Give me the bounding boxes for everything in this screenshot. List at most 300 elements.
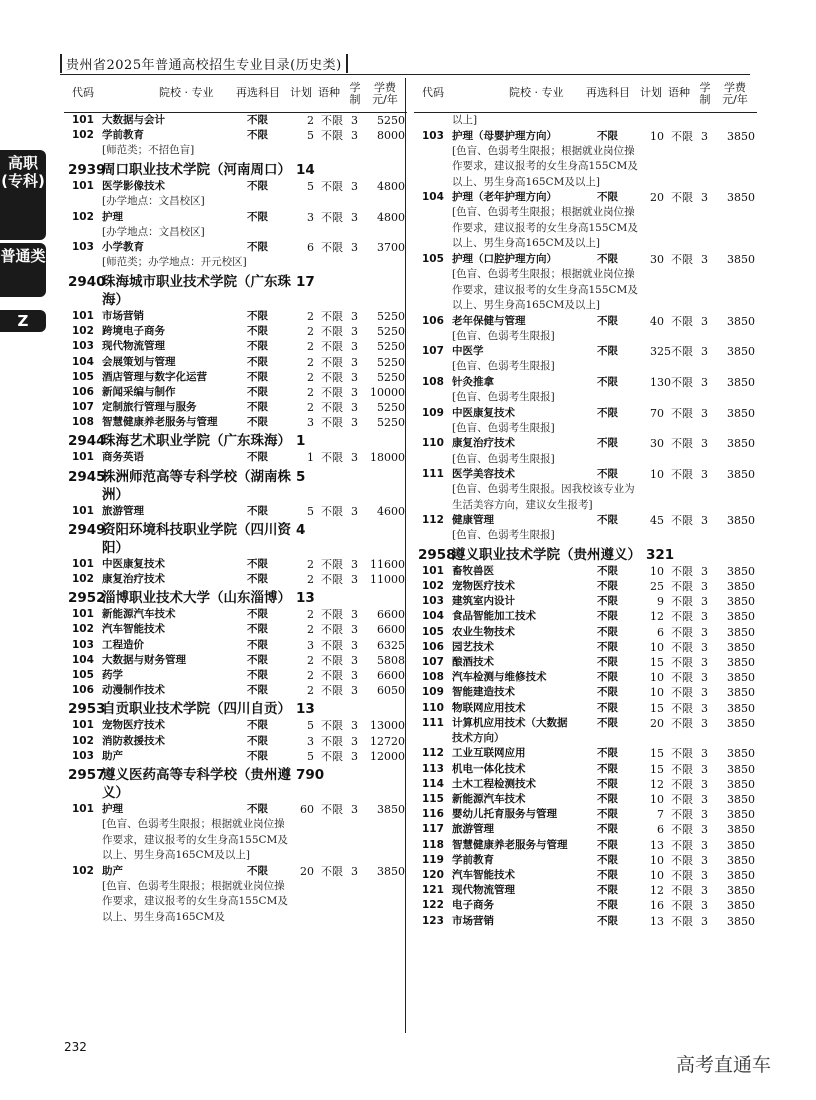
elective-subject: 不限: [597, 853, 618, 866]
years: 3: [701, 868, 708, 882]
plan-count: 13: [650, 838, 664, 852]
major-row: [414, 344, 757, 359]
tuition-fee: 10000: [370, 385, 405, 399]
major-row: [414, 716, 757, 731]
major-row: [414, 594, 757, 609]
plan-count: 40: [650, 314, 664, 328]
language: 不限: [321, 734, 343, 748]
plan-count: 3: [307, 210, 314, 224]
years: 3: [701, 808, 708, 822]
school-code: 2957: [68, 766, 106, 783]
major-row: [414, 513, 757, 528]
plan-count: 2: [307, 401, 314, 415]
major-code: 101: [422, 564, 444, 577]
plan-count: 12: [650, 884, 664, 898]
school-name: 淄博职业技术大学（山东淄博）: [102, 590, 291, 607]
page-header: [60, 52, 750, 75]
years: 3: [351, 719, 358, 733]
major-code: 101: [72, 504, 94, 517]
tuition-fee: 5250: [377, 416, 405, 430]
major-name: 计算机应用技术（大数据: [452, 716, 568, 729]
major-code: 101: [72, 114, 94, 126]
page-number: 232: [64, 1040, 87, 1054]
tuition-fee: 3850: [727, 564, 755, 578]
tuition-fee: 3850: [727, 314, 755, 328]
major-row: [64, 504, 407, 519]
major-code: 122: [422, 899, 444, 912]
plan-count: 10: [650, 640, 664, 654]
school-code: 2944: [68, 433, 106, 450]
major-code: 101: [72, 451, 94, 464]
language: 不限: [671, 468, 693, 481]
major-row: [64, 339, 407, 354]
header-years: 学制: [699, 81, 711, 106]
tuition-fee: 5250: [377, 355, 405, 369]
tuition-fee: 3850: [727, 191, 755, 205]
years: 3: [701, 838, 708, 852]
elective-subject: 不限: [597, 747, 618, 760]
major-code: 120: [422, 868, 444, 881]
right-entries: [414, 113, 757, 929]
years: 3: [351, 325, 358, 339]
major-name: 土木工程检测技术: [452, 777, 536, 790]
major-code: 102: [72, 210, 94, 223]
elective-subject: 不限: [247, 573, 268, 585]
major-row: [64, 450, 407, 465]
tuition-fee: 5250: [377, 309, 405, 323]
tuition-fee: 3850: [727, 580, 755, 594]
tuition-fee: 6050: [377, 684, 405, 698]
major-row: [414, 436, 757, 451]
major-name: 康复治疗技术: [452, 437, 515, 450]
elective-subject: 不限: [247, 504, 268, 517]
language: 不限: [671, 793, 693, 806]
header-school-major: 院校 · 专业: [509, 86, 564, 99]
language: 不限: [321, 385, 343, 399]
tuition-fee: 3850: [727, 406, 755, 420]
language: 不限: [671, 514, 693, 528]
language: 不限: [671, 868, 693, 882]
school-plan-total: 5: [296, 468, 306, 485]
major-name: 汽车智能技术: [452, 868, 515, 881]
side-tab-letter: Z: [0, 310, 46, 332]
language: 不限: [671, 808, 693, 822]
years: 3: [351, 734, 358, 748]
major-code: 102: [72, 129, 94, 142]
major-code: 108: [422, 375, 444, 388]
plan-count: 10: [650, 671, 664, 685]
years: 3: [701, 701, 708, 715]
plan-count: 2: [307, 653, 314, 667]
major-row: [414, 625, 757, 640]
plan-count: 10: [650, 564, 664, 578]
school-code: 2939: [68, 161, 106, 178]
major-name: 助产: [102, 749, 123, 762]
elective-subject: 不限: [247, 129, 268, 142]
plan-count: 7: [657, 808, 664, 822]
major-code: 106: [72, 385, 94, 398]
left-entries: [64, 113, 407, 925]
school-heading: [64, 273, 315, 309]
plan-count: 25: [650, 580, 664, 594]
elective-subject: 不限: [247, 241, 268, 254]
major-name: 老年保健与管理: [452, 314, 526, 327]
major-name: 机电一体化技术: [452, 762, 526, 775]
major-row: [414, 190, 757, 205]
tuition-fee: 11600: [370, 557, 405, 571]
major-row: [64, 128, 407, 143]
elective-subject: 不限: [247, 684, 268, 697]
major-note: 以上]: [452, 114, 478, 126]
major-note: [色盲、色弱考生限报]: [452, 421, 555, 434]
elective-subject: 不限: [597, 716, 618, 729]
major-code: 105: [72, 668, 94, 681]
major-code: 102: [72, 325, 94, 338]
major-code: 103: [422, 129, 444, 142]
major-name: 智慧健康养老服务与管理: [452, 838, 568, 851]
years: 3: [701, 375, 708, 389]
tuition-fee: 3850: [727, 868, 755, 882]
elective-subject: 不限: [247, 749, 268, 762]
tuition-fee: 3850: [377, 802, 405, 816]
years: 3: [701, 656, 708, 669]
right-column: [414, 78, 757, 929]
elective-subject: 不限: [247, 210, 268, 223]
major-row: [414, 807, 757, 822]
header-fee: 学费元/年: [372, 81, 398, 106]
elective-subject: 不限: [597, 701, 618, 714]
years: 3: [701, 884, 708, 898]
header-language: 语种: [318, 86, 340, 99]
years: 3: [351, 309, 358, 323]
major-code: 109: [422, 406, 444, 419]
language: 不限: [671, 595, 693, 609]
plan-count: 3: [307, 416, 314, 430]
major-code: 101: [72, 802, 94, 815]
elective-subject: 不限: [247, 638, 268, 651]
years: 3: [701, 914, 708, 928]
plan-count: 70: [650, 406, 664, 420]
major-row: [64, 622, 407, 637]
watermark: 高考直通车: [676, 1054, 772, 1076]
years: 3: [701, 899, 708, 913]
major-row: [64, 653, 407, 668]
major-name: 护理: [102, 802, 123, 815]
elective-subject: 不限: [597, 468, 618, 480]
elective-subject: 不限: [247, 719, 268, 732]
major-code: 103: [72, 749, 94, 762]
header-subject: 再选科目: [586, 86, 630, 99]
header-plan: 计划: [640, 86, 662, 99]
major-row: [414, 868, 757, 883]
major-code: 101: [72, 557, 94, 570]
major-name: 护理（口腔护理方向）: [452, 252, 557, 265]
language: 不限: [321, 309, 343, 323]
major-row: [64, 802, 407, 817]
plan-count: 5: [307, 129, 314, 143]
major-code: 116: [422, 808, 444, 821]
language: 不限: [321, 504, 343, 518]
header-fee: 学费元/年: [722, 81, 748, 106]
major-note: [师范类；办学地点：开元校区]: [102, 256, 247, 269]
language: 不限: [321, 653, 343, 667]
plan-count: 12: [650, 610, 664, 624]
major-code: 104: [72, 653, 94, 666]
language: 不限: [671, 838, 693, 852]
school-name: 遵义医药高等专科学校（贵州遵义）: [102, 766, 291, 801]
years: 3: [351, 385, 358, 399]
years: 3: [351, 355, 358, 369]
years: 3: [701, 686, 708, 700]
major-note: [色盲、色弱考生限报]: [452, 329, 555, 342]
tuition-fee: 3850: [727, 838, 755, 852]
years: 3: [701, 437, 708, 451]
major-code: 101: [72, 309, 94, 322]
plan-count: 5: [307, 719, 314, 733]
language: 不限: [321, 241, 343, 255]
major-code: 108: [72, 416, 94, 429]
major-row: [414, 655, 757, 670]
years: 3: [701, 595, 708, 609]
major-code: 102: [422, 580, 444, 593]
school-name: 株洲师范高等专科学校（湖南株洲）: [102, 468, 291, 503]
school-code: 2952: [68, 590, 106, 607]
major-name: 宠物医疗技术: [452, 580, 515, 593]
tuition-fee: 3850: [727, 884, 755, 898]
language: 不限: [321, 340, 343, 354]
tuition-fee: 3850: [727, 625, 755, 639]
language: 不限: [671, 853, 693, 867]
header-code: 代码: [422, 86, 444, 99]
major-note: [办学地点：文昌校区]: [102, 225, 205, 238]
major-row: [64, 309, 407, 324]
school-code: 2958: [418, 546, 456, 563]
major-code: 119: [422, 853, 444, 866]
language: 不限: [671, 671, 693, 685]
plan-count: 30: [650, 252, 664, 266]
language: 不限: [671, 640, 693, 654]
major-note: [色盲、色弱考生限报]: [452, 360, 555, 373]
language: 不限: [671, 777, 693, 791]
major-row: [414, 701, 757, 716]
plan-count: 20: [300, 864, 314, 878]
elective-subject: 不限: [597, 437, 618, 450]
years: 3: [701, 252, 708, 266]
major-row: [414, 746, 757, 761]
major-name: 物联网应用技术: [452, 701, 526, 714]
tuition-fee: 4800: [377, 179, 405, 193]
major-code: 114: [422, 777, 444, 790]
major-name: 小学教育: [102, 241, 144, 254]
elective-subject: 不限: [597, 252, 618, 265]
language: 不限: [321, 129, 343, 143]
major-row: [64, 415, 407, 430]
plan-count: 2: [307, 370, 314, 384]
plan-count: 2: [307, 114, 314, 127]
major-name: 护理（老年护理方向）: [452, 191, 557, 204]
plan-count: 9: [657, 595, 664, 609]
major-code: 105: [72, 370, 94, 383]
elective-subject: 不限: [597, 580, 618, 593]
major-row: [64, 240, 407, 255]
tuition-fee: 3850: [727, 468, 755, 481]
major-name: 新闻采编与制作: [102, 385, 176, 398]
school-plan-total: 14: [296, 161, 315, 178]
years: 3: [701, 823, 708, 837]
language: 不限: [671, 406, 693, 420]
language: 不限: [321, 573, 343, 586]
years: 3: [351, 416, 358, 430]
years: 3: [701, 762, 708, 776]
plan-count: 2: [307, 623, 314, 637]
major-code: 121: [422, 884, 444, 897]
major-code: 102: [72, 573, 94, 585]
major-row: [64, 400, 407, 415]
tuition-fee: 3850: [727, 899, 755, 913]
major-name: 学前教育: [102, 129, 144, 142]
major-row: [414, 853, 757, 868]
major-code: 105: [422, 252, 444, 265]
left-column: [64, 78, 407, 925]
language: 不限: [321, 719, 343, 733]
years: 3: [351, 684, 358, 698]
elective-subject: 不限: [597, 868, 618, 881]
years: 3: [351, 608, 358, 622]
school-code: 2953: [68, 701, 106, 718]
major-name: 健康管理: [452, 514, 494, 527]
major-name: 酒店管理与数字化运营: [102, 370, 207, 383]
tuition-fee: 6600: [377, 623, 405, 637]
years: 3: [351, 653, 358, 667]
major-note: [色盲、色弱考生限报；根据就业岗位操作要求，建议报考的女生身高155CM及以上、男生身高165CM及以上]: [452, 144, 638, 188]
major-code: 118: [422, 838, 444, 851]
elective-subject: 不限: [597, 129, 618, 142]
years: 3: [351, 340, 358, 354]
school-plan-total: 321: [646, 546, 675, 563]
elective-subject: 不限: [247, 557, 268, 570]
years: 3: [351, 179, 358, 193]
language: 不限: [321, 864, 343, 878]
elective-subject: 不限: [247, 325, 268, 338]
language: 不限: [321, 114, 343, 127]
major-note: [色盲、色弱考生限报；根据就业岗位操作要求，建议报考的女生身高155CM及以上、男生身高165CM及以上]: [452, 206, 638, 250]
major-row: [414, 914, 757, 929]
years: 3: [701, 580, 708, 594]
elective-subject: 不限: [247, 401, 268, 414]
major-code: 117: [422, 823, 444, 836]
tuition-fee: 3850: [377, 864, 405, 878]
years: 3: [351, 401, 358, 415]
major-code: 111: [422, 468, 444, 480]
major-name: 食品智能加工技术: [452, 610, 536, 623]
language: 不限: [321, 370, 343, 384]
plan-count: 16: [650, 899, 664, 913]
major-row: [64, 355, 407, 370]
years: 3: [351, 370, 358, 384]
language: 不限: [671, 747, 693, 761]
page-title: 贵州省2025年普通高校招生专业目录(历史类): [60, 54, 348, 73]
language: 不限: [671, 191, 693, 205]
plan-count: 30: [650, 437, 664, 451]
language: 不限: [321, 684, 343, 698]
major-code: 101: [72, 719, 94, 732]
language: 不限: [671, 686, 693, 700]
elective-subject: 不限: [247, 668, 268, 681]
tuition-fee: 5250: [377, 340, 405, 354]
tuition-fee: 3850: [727, 345, 755, 359]
elective-subject: 不限: [597, 640, 618, 653]
major-name: 商务英语: [102, 451, 144, 464]
plan-count: 60: [300, 802, 314, 816]
years: 3: [701, 314, 708, 328]
elective-subject: 不限: [247, 451, 268, 464]
plan-count: 15: [650, 747, 664, 761]
major-name: 农业生物技术: [452, 625, 515, 638]
years: 3: [351, 638, 358, 652]
elective-subject: 不限: [247, 623, 268, 636]
plan-count: 10: [650, 868, 664, 882]
major-code: 103: [72, 638, 94, 651]
major-row: [64, 683, 407, 698]
major-name: 工业互联网应用: [452, 747, 526, 760]
tuition-fee: 4800: [377, 210, 405, 224]
language: 不限: [671, 129, 693, 143]
major-name: 学前教育: [452, 853, 494, 866]
tuition-fee: 3850: [727, 437, 755, 451]
plan-count: 15: [650, 701, 664, 715]
years: 3: [351, 241, 358, 255]
school-plan-total: 1: [296, 433, 306, 450]
language: 不限: [321, 416, 343, 430]
major-code: 101: [72, 179, 94, 192]
major-code: 102: [72, 734, 94, 747]
plan-count: 5: [307, 749, 314, 763]
plan-count: 1: [307, 451, 314, 465]
major-code: 111: [422, 716, 444, 729]
school-code: 2949: [68, 521, 106, 538]
major-note: [色盲、色弱考生限报；根据就业岗位操作要求，建议报考的女生身高155CM及以上、男生身高165CM及以上]: [452, 268, 638, 312]
language: 不限: [671, 437, 693, 451]
years: 3: [351, 557, 358, 571]
major-code: 103: [422, 595, 444, 608]
major-name: 智慧健康养老服务与管理: [102, 416, 218, 429]
major-code: 112: [422, 747, 444, 760]
plan-count: 2: [307, 340, 314, 354]
school-plan-total: 790: [296, 766, 325, 783]
major-code: 110: [422, 701, 444, 714]
major-code: 104: [72, 355, 94, 368]
years: 3: [701, 716, 708, 730]
major-note: [色盲、色弱考生限报；根据就业岗位操作要求，建议报考的女生身高155CM及以上、男生身高165CM及: [102, 879, 288, 923]
major-name: 现代物流管理: [452, 884, 515, 897]
major-name: 新能源汽车技术: [452, 793, 526, 805]
plan-count: 20: [650, 191, 664, 205]
elective-subject: 不限: [597, 762, 618, 775]
school-name: 遵义职业技术学院（贵州遵义）: [452, 546, 641, 563]
language: 不限: [671, 716, 693, 730]
tuition-fee: 6600: [377, 668, 405, 682]
major-row: [64, 734, 407, 749]
tuition-fee: 3850: [727, 762, 755, 776]
tuition-fee: 5250: [377, 114, 405, 127]
major-name: 针灸推拿: [452, 375, 494, 388]
tuition-fee: 5250: [377, 370, 405, 384]
major-code: 104: [422, 191, 444, 204]
elective-subject: 不限: [597, 656, 618, 668]
major-row: [414, 883, 757, 898]
years: 3: [701, 610, 708, 624]
major-name: 助产: [102, 864, 123, 877]
